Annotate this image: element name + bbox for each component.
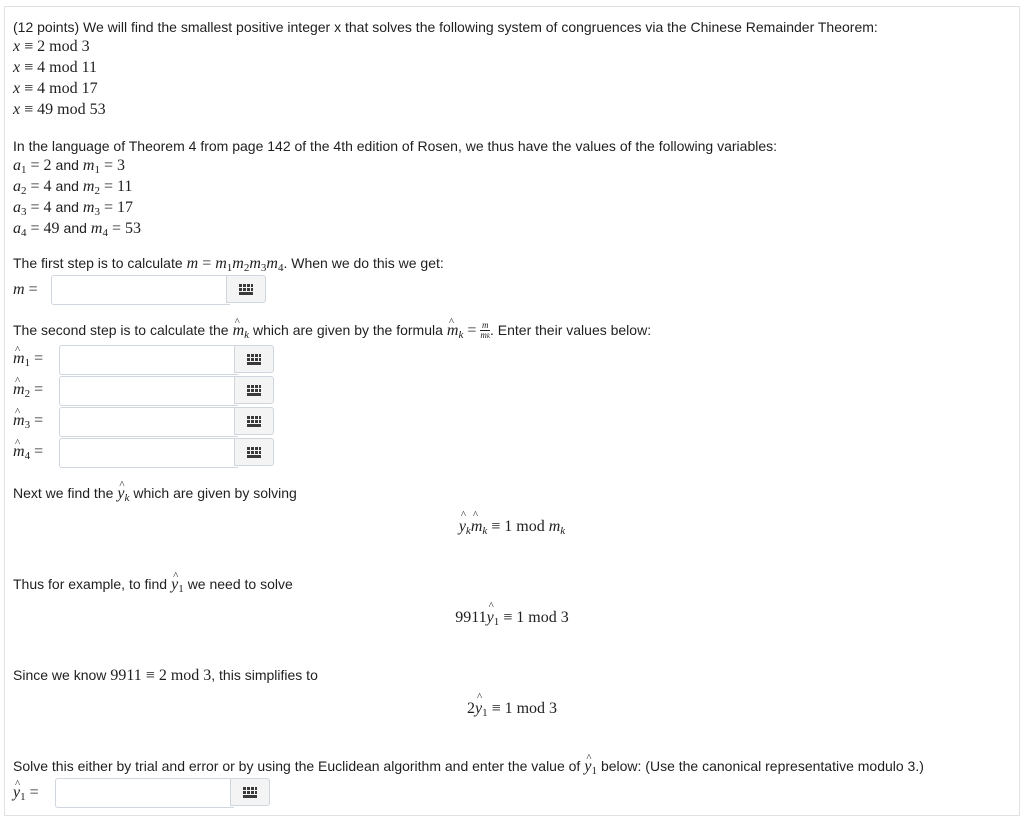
mhat-2-label: ^ $m_2$ = [13,380,43,404]
variable-row-3: $a_3 = 4$ and $m_3 = 17$ [13,199,133,218]
simplify-text: Since we know 9911 ≡ 2 mod 3, this simplifies to [13,667,318,684]
final-instruction-text: Solve this either by trial and error or by using the Euclidean algorithm and enter the value of ^ $y_1$ below: (Use the canonical representative modulo 3.) [13,756,924,781]
yhat-1-keypad-button[interactable] [230,778,270,806]
mhat-1-label: ^ $m_1$ = [13,349,43,373]
congruence-4: x ≡ 49 mod 53 [13,101,106,118]
fraction: $\frac{m}{mk}$ [480,320,490,341]
variable-row-4: $a_4 = 49$ and $m_4 = 53$ [13,220,141,239]
variable-row-1: $a_1 = 2$ and $m_1 = 3$ [13,157,125,176]
question-panel [4,6,1020,816]
mhat-1-input[interactable] [59,345,238,375]
yhat-1-input[interactable] [55,778,234,808]
mhat-1-answer-group [59,345,275,373]
yhat-1-answer-group [55,778,271,806]
congruence-1: x ≡ 2 mod 3 [13,38,90,55]
mhat-2-answer-group [59,376,275,404]
m-answer-group [51,275,267,303]
congruence-2: x ≡ 4 mod 11 [13,59,97,76]
m-label: m = [13,281,38,298]
mhat-1-keypad-button[interactable] [234,345,274,373]
keypad-icon [239,284,253,295]
variable-row-2: $a_2 = 4$ and $m_2 = 11$ [13,178,133,197]
mhat-3-answer-group [59,407,275,435]
step3-text: Next we find the ^ yk which are given by solving [13,483,297,508]
mhat-3-label: ^ $m_3$ = [13,411,43,435]
m-keypad-button[interactable] [226,275,266,303]
mhat-3-input[interactable] [59,407,238,437]
mhat-2-keypad-button[interactable] [234,376,274,404]
mhat-3-keypad-button[interactable] [234,407,274,435]
keypad-icon [247,354,261,365]
theorem-text: In the language of Theorem 4 from page 142 of the 4th edition of Rosen, we thus have the values of the following variables: [13,138,778,154]
m-input[interactable] [51,275,230,305]
step2-text: The second step is to calculate the ^ mk which are given by the formula ^ mk = $\frac{m}{mk}$ . Enter their values below: [13,320,651,345]
display-equation-general: ^ yk^ mk ≡ 1 mod mk [5,518,1019,537]
display-equation-simplified: 2^ $y_1 \equiv 1$ mod 3 [5,700,1019,719]
keypad-icon [247,447,261,458]
mhat-2-input[interactable] [59,376,238,406]
keypad-icon [247,416,261,427]
keypad-icon [243,787,257,798]
example-text: Thus for example, to find ^ $y_1$ we need to solve [13,574,293,599]
mhat-4-keypad-button[interactable] [234,438,274,466]
intro-text: (12 points) We will find the smallest positive integer x that solves the following system of congruences via the Chinese Remainder Theorem: [13,19,878,35]
display-equation-example: 9911^ $y_1 \equiv 1$ mod 3 [5,609,1019,628]
yhat-1-label: ^ $y_1$ = [13,783,39,807]
mhat-4-label: ^ $m_4$ = [13,442,43,466]
step1-text: The first step is to calculate $m = m_1m_2m_3m_4$. When we do this we get: [13,255,444,274]
keypad-icon [247,385,261,396]
mhat-4-answer-group [59,438,275,466]
congruence-3: x ≡ 4 mod 17 [13,80,98,97]
mhat-4-input[interactable] [59,438,238,468]
